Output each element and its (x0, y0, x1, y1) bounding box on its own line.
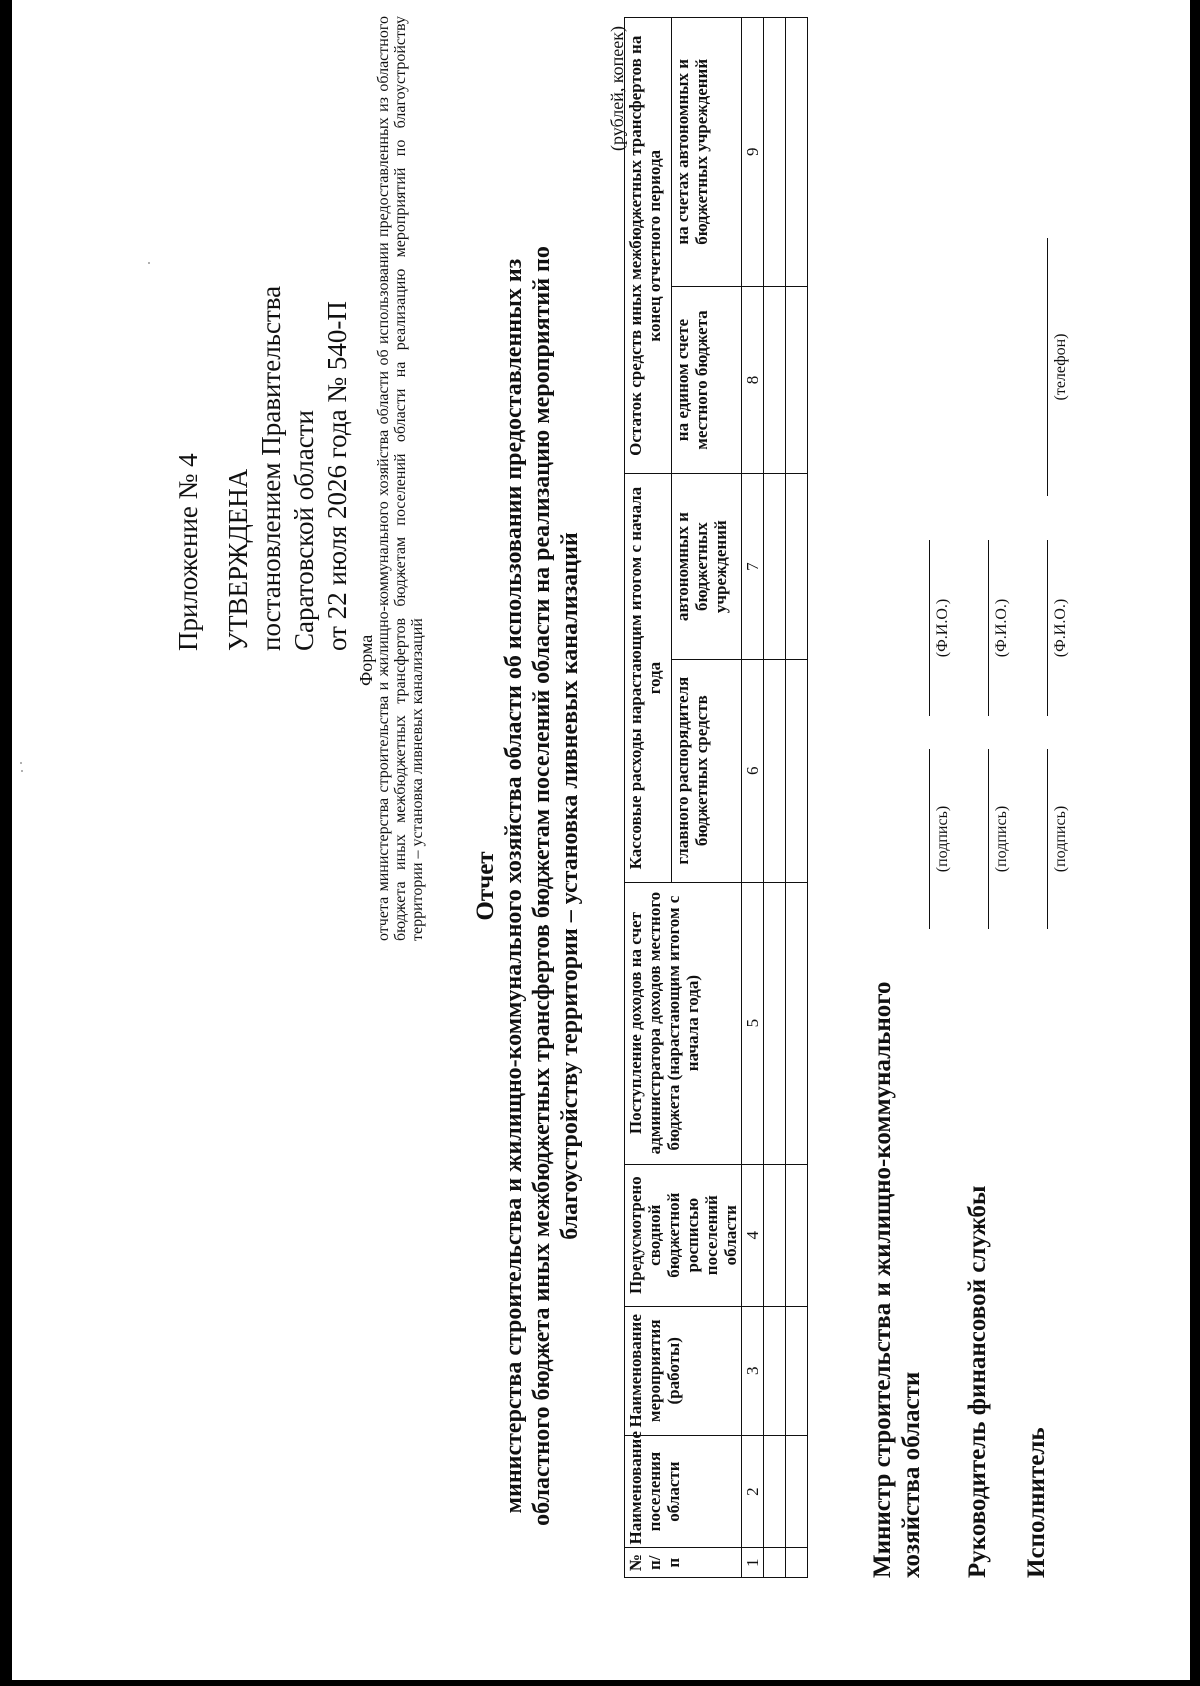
header-income-receipts: Поступление доходов на счет администратора доходов местного бюджета (нарастающим итогом с начала года) (625, 882, 742, 1164)
header-cash-expenses: Кассовые расходы нарастающим итогом с начала года (625, 474, 672, 882)
table-cell (786, 882, 808, 1164)
minister-title-line2: хозяйства области (898, 1371, 925, 1578)
minister-signature-line (929, 749, 930, 929)
table-cell (786, 659, 808, 882)
column-number: 8 (742, 286, 764, 474)
executor-signature-line (1047, 749, 1048, 929)
executor-signature-caption: (подпись) (1052, 805, 1069, 873)
minister-name-line (929, 540, 930, 716)
finance-head-title: Руководитель финансовой службы (964, 1185, 991, 1578)
header-institution-accounts: на счетах автономных и бюджетных учреждений (672, 18, 742, 287)
report-title: Отчет (472, 851, 499, 921)
table-cell (764, 286, 786, 474)
finance-signature-line (988, 749, 989, 929)
table-cell (764, 1435, 786, 1548)
header-settlement-name: Наименование поселения области (625, 1435, 742, 1548)
header-single-account: на едином счете местного бюджета (672, 286, 742, 474)
minister-title-line1: Министр строительства и жилищно-коммунального (869, 981, 896, 1578)
table-cell (786, 1548, 808, 1578)
table-cell (786, 18, 808, 287)
table-row (764, 18, 786, 1578)
header-autonomous-institutions: автономных и бюджетных учреждений (672, 474, 742, 659)
table-cell (786, 1435, 808, 1548)
minister-signature-caption: (подпись) (934, 805, 951, 873)
minister-name-caption: (Ф.И.О.) (934, 598, 951, 658)
table-cell (764, 659, 786, 882)
table-cell (764, 474, 786, 659)
column-number: 6 (742, 659, 764, 882)
header-row-number: № п/п (625, 1548, 742, 1578)
approved-by: постановлением Правительства (256, 285, 286, 651)
appendix-number: Приложение № 4 (173, 453, 203, 651)
approved-stamp: УТВЕРЖДЕНА (223, 468, 253, 651)
column-number: 4 (742, 1164, 764, 1306)
executor-title: Исполнитель (1023, 1427, 1050, 1578)
executor-name-line (1047, 540, 1048, 716)
table-cell (786, 286, 808, 474)
table-cell (786, 1306, 808, 1435)
finance-name-line (988, 540, 989, 716)
table-cell (786, 474, 808, 659)
executor-name-caption: (Ф.И.О.) (1052, 598, 1069, 658)
header-chief-administrator: главного распорядителя бюджетных средств (672, 659, 742, 882)
form-label: Форма (356, 634, 376, 686)
table-cell (786, 1164, 808, 1306)
header-remaining-funds: Остаток средств иных межбюджетных трансфертов на конец отчетного периода (625, 18, 672, 475)
column-number: 5 (742, 882, 764, 1164)
form-description: отчета министерства строительства и жилищно-коммунального хозяйства области об использовании предоставленных из областного бюджета иных межбюджетных трансфертов бюджетам поселений области на реализацию мероприятий по благоустройству территории – установка ливневых канализаций (375, 16, 426, 941)
header-budget-allocation: Предусмотрено сводной бюджетной росписью поселений области (625, 1164, 742, 1306)
header-activity-name: Наименование мероприятия (работы) (625, 1306, 742, 1435)
approved-date: от 22 июля 2026 года № 540-П (322, 301, 352, 651)
table-cell (764, 1164, 786, 1306)
column-number: 9 (742, 18, 764, 287)
table-row (786, 18, 808, 1578)
approved-region: Саратовской области (289, 410, 319, 651)
finance-name-caption: (Ф.И.О.) (993, 598, 1010, 658)
table-cell (764, 18, 786, 287)
units-note: (рублей, копеек) (607, 26, 627, 152)
table-cell (764, 882, 786, 1164)
column-number-row (742, 18, 764, 1578)
executor-phone-line (1047, 238, 1048, 496)
appendix-block (172, 151, 354, 651)
report-table (624, 17, 808, 1578)
report-subtitle: министерства строительства и жилищно-коммунального хозяйства области об использовании предоставленных из областного бюджета иных межбюджетных трансфертов бюджетам поселений области на реализацию мероприятий по благоустройству территории – установка ливневых канализаций (501, 246, 583, 1526)
column-number: 3 (742, 1306, 764, 1435)
executor-phone-caption: (телефон) (1052, 333, 1069, 401)
column-number: 1 (742, 1548, 764, 1578)
column-number: 2 (742, 1435, 764, 1548)
finance-signature-caption: (подпись) (993, 805, 1010, 873)
table-cell (764, 1306, 786, 1435)
column-number: 7 (742, 474, 764, 659)
table-cell (764, 1548, 786, 1578)
